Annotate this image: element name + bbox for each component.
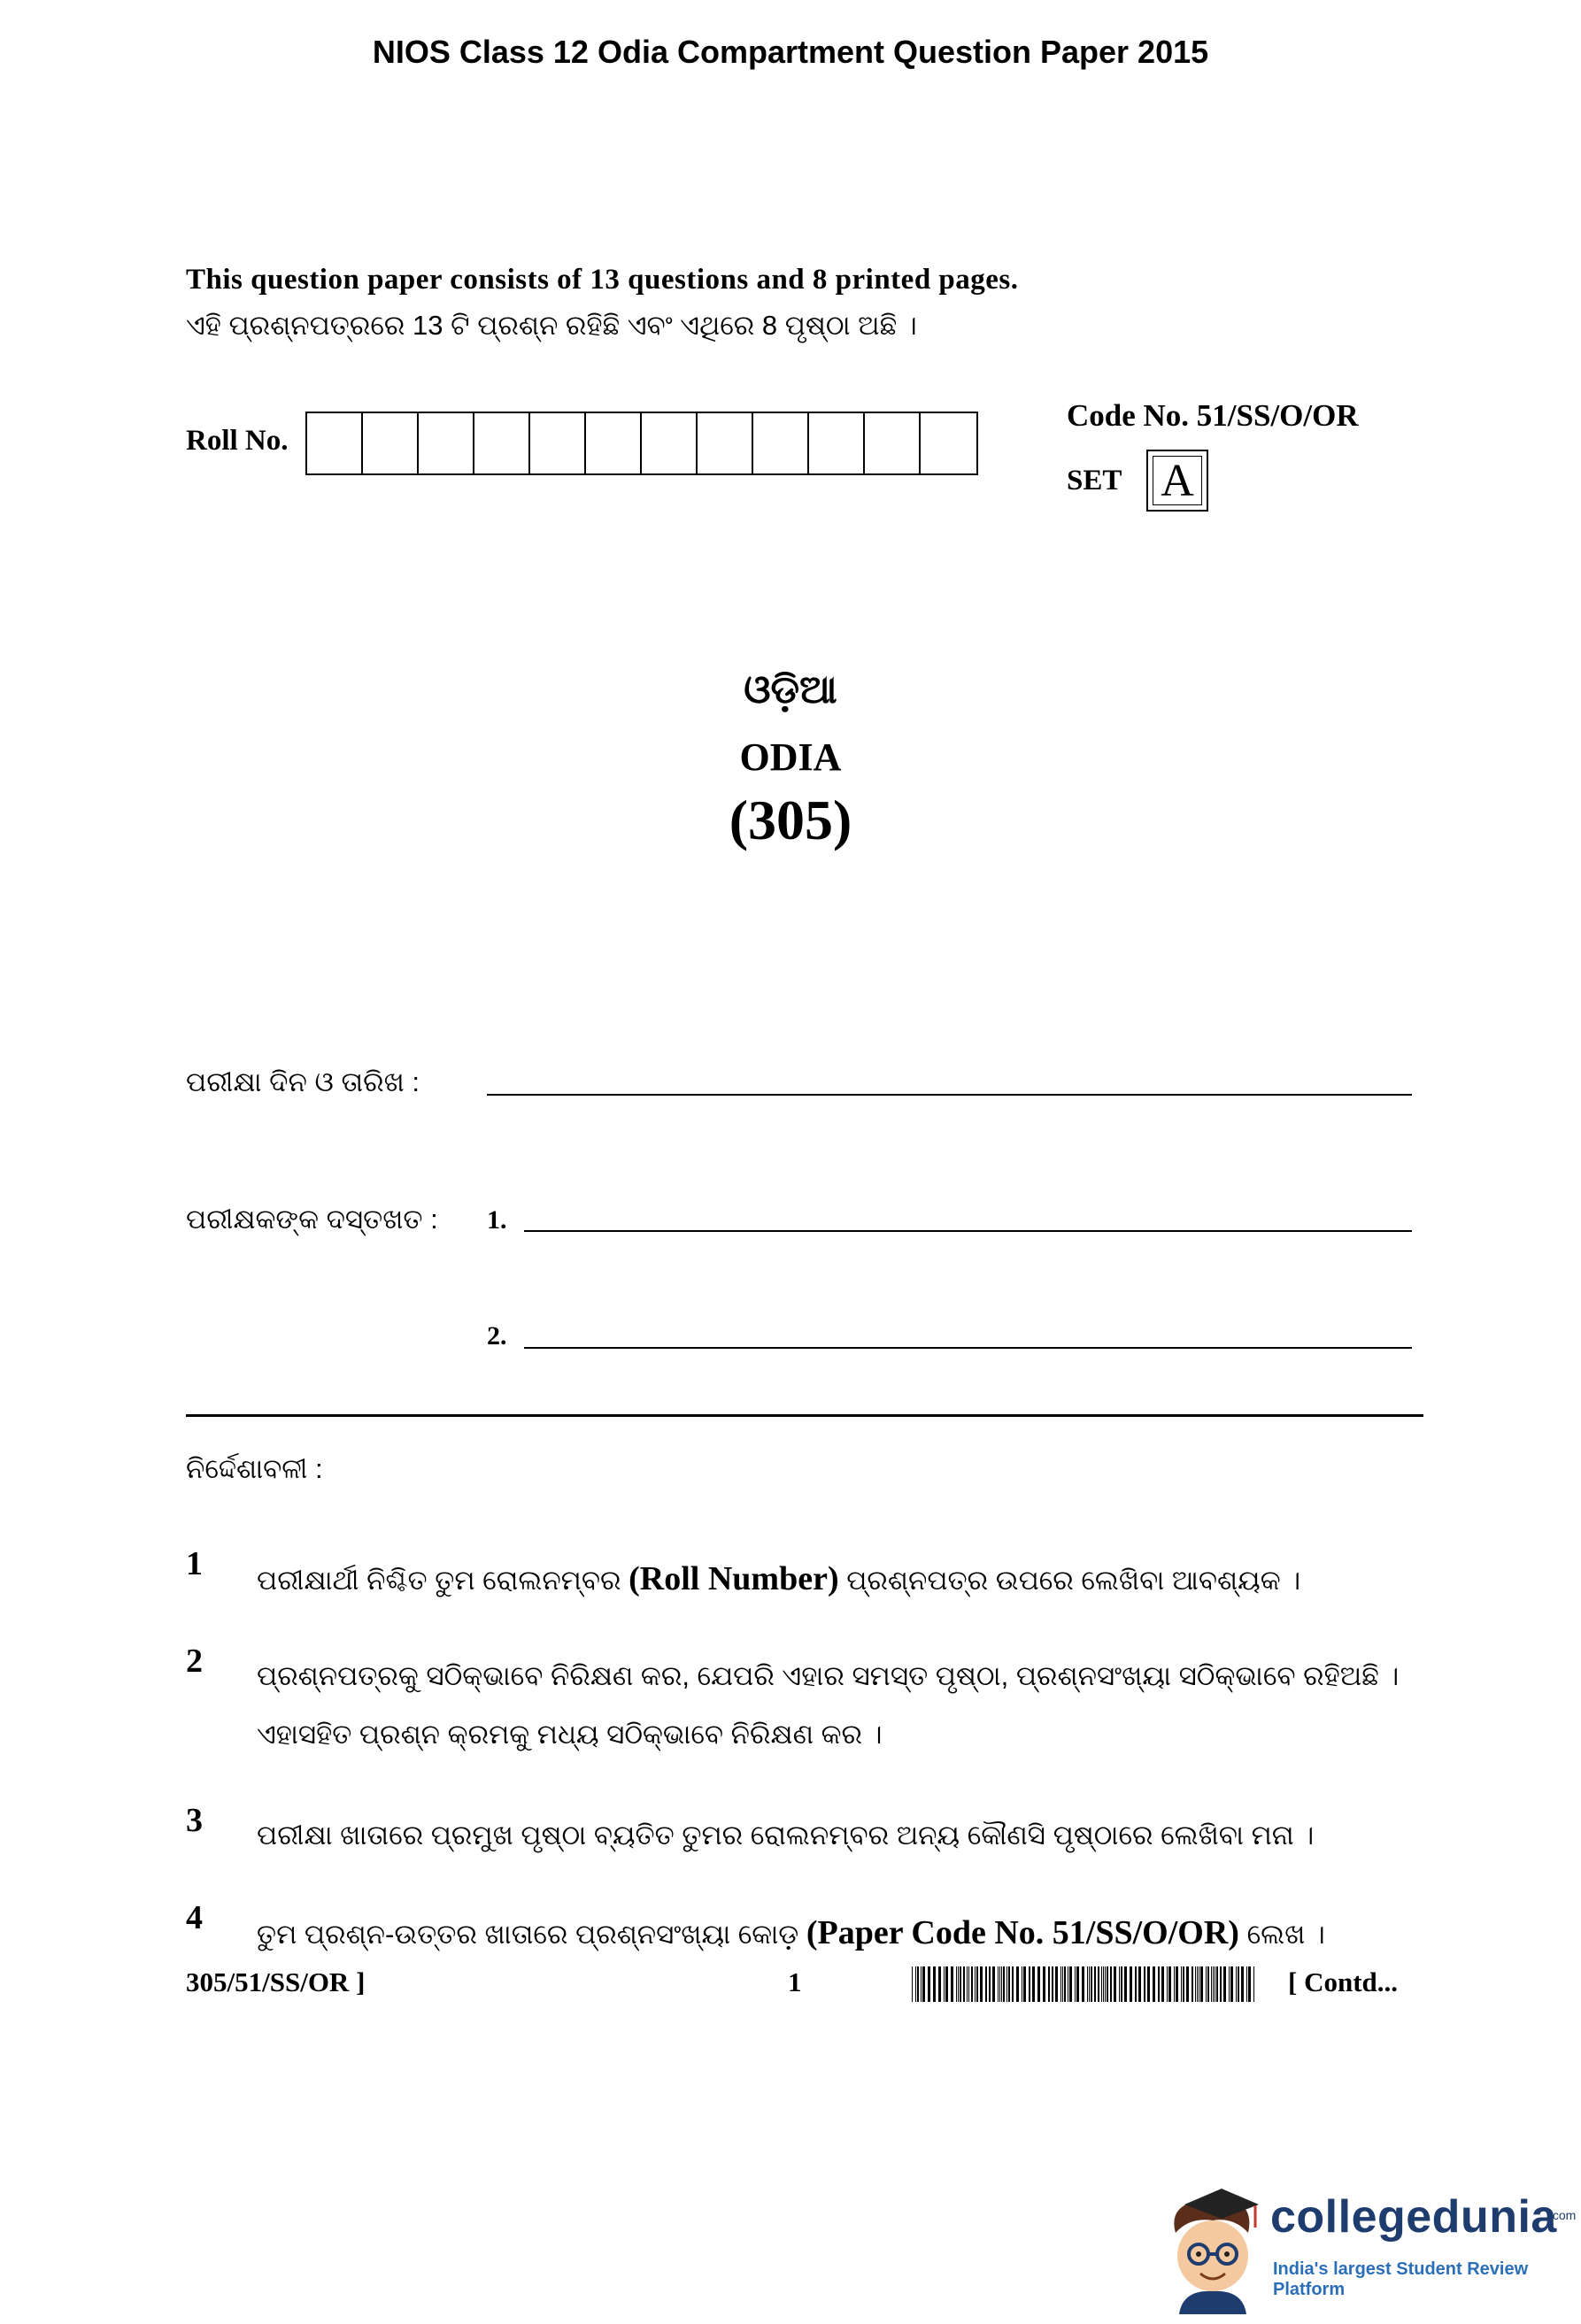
signature-1-number: 1.: [487, 1205, 507, 1235]
page-banner-title: NIOS Class 12 Odia Compartment Question Paper 2015: [372, 34, 1209, 70]
footer-continued: [ Contd...: [1288, 1966, 1399, 1997]
logo-domain-suffix: .com: [1549, 2208, 1577, 2222]
roll-number-cell[interactable]: [698, 413, 753, 473]
roll-number-cell[interactable]: [586, 413, 642, 473]
set-box: [1146, 450, 1208, 512]
code-number: Code No. 51/SS/O/OR: [1067, 398, 1359, 433]
roll-number-cell[interactable]: [307, 413, 363, 473]
subject-title-odia: ଓଡ଼ିଆ: [744, 668, 837, 712]
instruction-bold-text: (Roll Number): [629, 1560, 839, 1597]
roll-number-cell[interactable]: [753, 413, 809, 473]
roll-number-grid[interactable]: [305, 412, 978, 475]
roll-number-cell[interactable]: [809, 413, 865, 473]
roll-number-cell[interactable]: [642, 413, 698, 473]
subject-code: (305): [729, 789, 852, 851]
footer-paper-code: 305/51/SS/OR ]: [186, 1966, 366, 1997]
instruction-text: ତୁମ ପ୍ରଶ୍ନ-ଉତ୍ତର ଖାତାରେ ପ୍ରଶ୍ନସଂଖ୍ୟା କୋଡ଼ (Paper Code No. 51/SS/O/OR) ଲେଖ ।: [257, 1914, 1325, 1951]
instruction-number: 2: [186, 1643, 203, 1680]
instructions-title: ନିର୍ଦ୍ଦେଶାବଳୀ :: [186, 1453, 323, 1484]
exam-date-line[interactable]: [487, 1094, 1412, 1096]
logo-tagline: India's largest Student Review Platform: [1273, 2259, 1529, 2299]
instruction-number: 3: [186, 1802, 203, 1839]
instruction-number: 1: [186, 1545, 203, 1582]
instruction-text: ପ୍ରଶ୍ନପତ୍ରକୁ ସଠିକ୍‌ଭାବେ ନିରିକ୍ଷଣ କର, ଯେପରି ଏହାର ସମସ୍ତ ପୃଷ୍ଠା, ପ୍ରଶ୍ନସଂଖ୍ୟା ସଠିକ୍‌ଭାବେ ରହିଅଛି । ଏହାସହିତ ପ୍ରଶ୍ନ କ୍ରମକୁ ମଧ୍ୟ ସଠିକ୍‌ଭାବେ ନିରିକ୍ଷଣ କର ।: [257, 1660, 1400, 1750]
roll-number-cell[interactable]: [865, 413, 921, 473]
exam-date-label: ପରୀକ୍ଷା ଦିନ ଓ ତାରିଖ :: [186, 1066, 420, 1097]
intro-english: This question paper consists of 13 questions and 8 printed pages.: [186, 264, 1019, 296]
signature-2-number: 2.: [487, 1321, 507, 1351]
logo-wordmark: collegedunia: [1270, 2191, 1557, 2243]
signature-1-line[interactable]: [524, 1230, 1412, 1232]
roll-number-cell[interactable]: [419, 413, 474, 473]
instruction-text: ପରୀକ୍ଷାର୍ଥୀ ନିଶ୍ଚିତ ତୁମ ରୋଲନମ୍ବର (Roll Number) ପ୍ରଶ୍ନପତ୍ର ଉପରେ ଲେଖିବା ଆବଶ୍ୟକ ।: [257, 1560, 1301, 1597]
invigilator-signature-label: ପରୀକ୍ଷକଙ୍କ ଦସ୍ତଖତ :: [186, 1204, 438, 1235]
section-divider: [186, 1414, 1423, 1417]
barcode-image: [912, 1966, 1257, 2002]
roll-number-cell[interactable]: [363, 413, 419, 473]
roll-number-cell[interactable]: [474, 413, 530, 473]
collegedunia-logo: [1160, 2182, 1577, 2314]
roll-number-cell[interactable]: [530, 413, 586, 473]
set-label: SET: [1067, 465, 1122, 496]
instruction-number: 4: [186, 1899, 203, 1936]
instruction-text: ପରୀକ୍ଷା ଖାତାରେ ପ୍ରମୁଖ ପୃଷ୍ଠା ବ୍ୟତିତ ତୁମର ରୋଲନମ୍ବର ଅନ୍ୟ କୌଣସି ପୃଷ୍ଠାରେ ଲେଖିବା ମନା ।: [257, 1820, 1315, 1851]
subject-title-english: ODIA: [739, 735, 842, 779]
roll-number-label: Roll No.: [186, 425, 289, 457]
signature-2-line[interactable]: [524, 1347, 1412, 1349]
footer-page-number: 1: [788, 1966, 802, 1997]
mascot-icon: [1160, 2182, 1266, 2314]
instruction-bold-text: (Paper Code No. 51/SS/O/OR): [806, 1914, 1239, 1951]
set-value: A: [1153, 456, 1202, 505]
roll-number-cell[interactable]: [921, 413, 976, 473]
intro-odia: ଏହି ପ୍ରଶ୍ନପତ୍ରରେ 13 ଟି ପ୍ରଶ୍ନ ରହିଛି ଏବଂ ଏଥିରେ 8 ପୃଷ୍ଠା ଅଛି ।: [186, 310, 917, 341]
